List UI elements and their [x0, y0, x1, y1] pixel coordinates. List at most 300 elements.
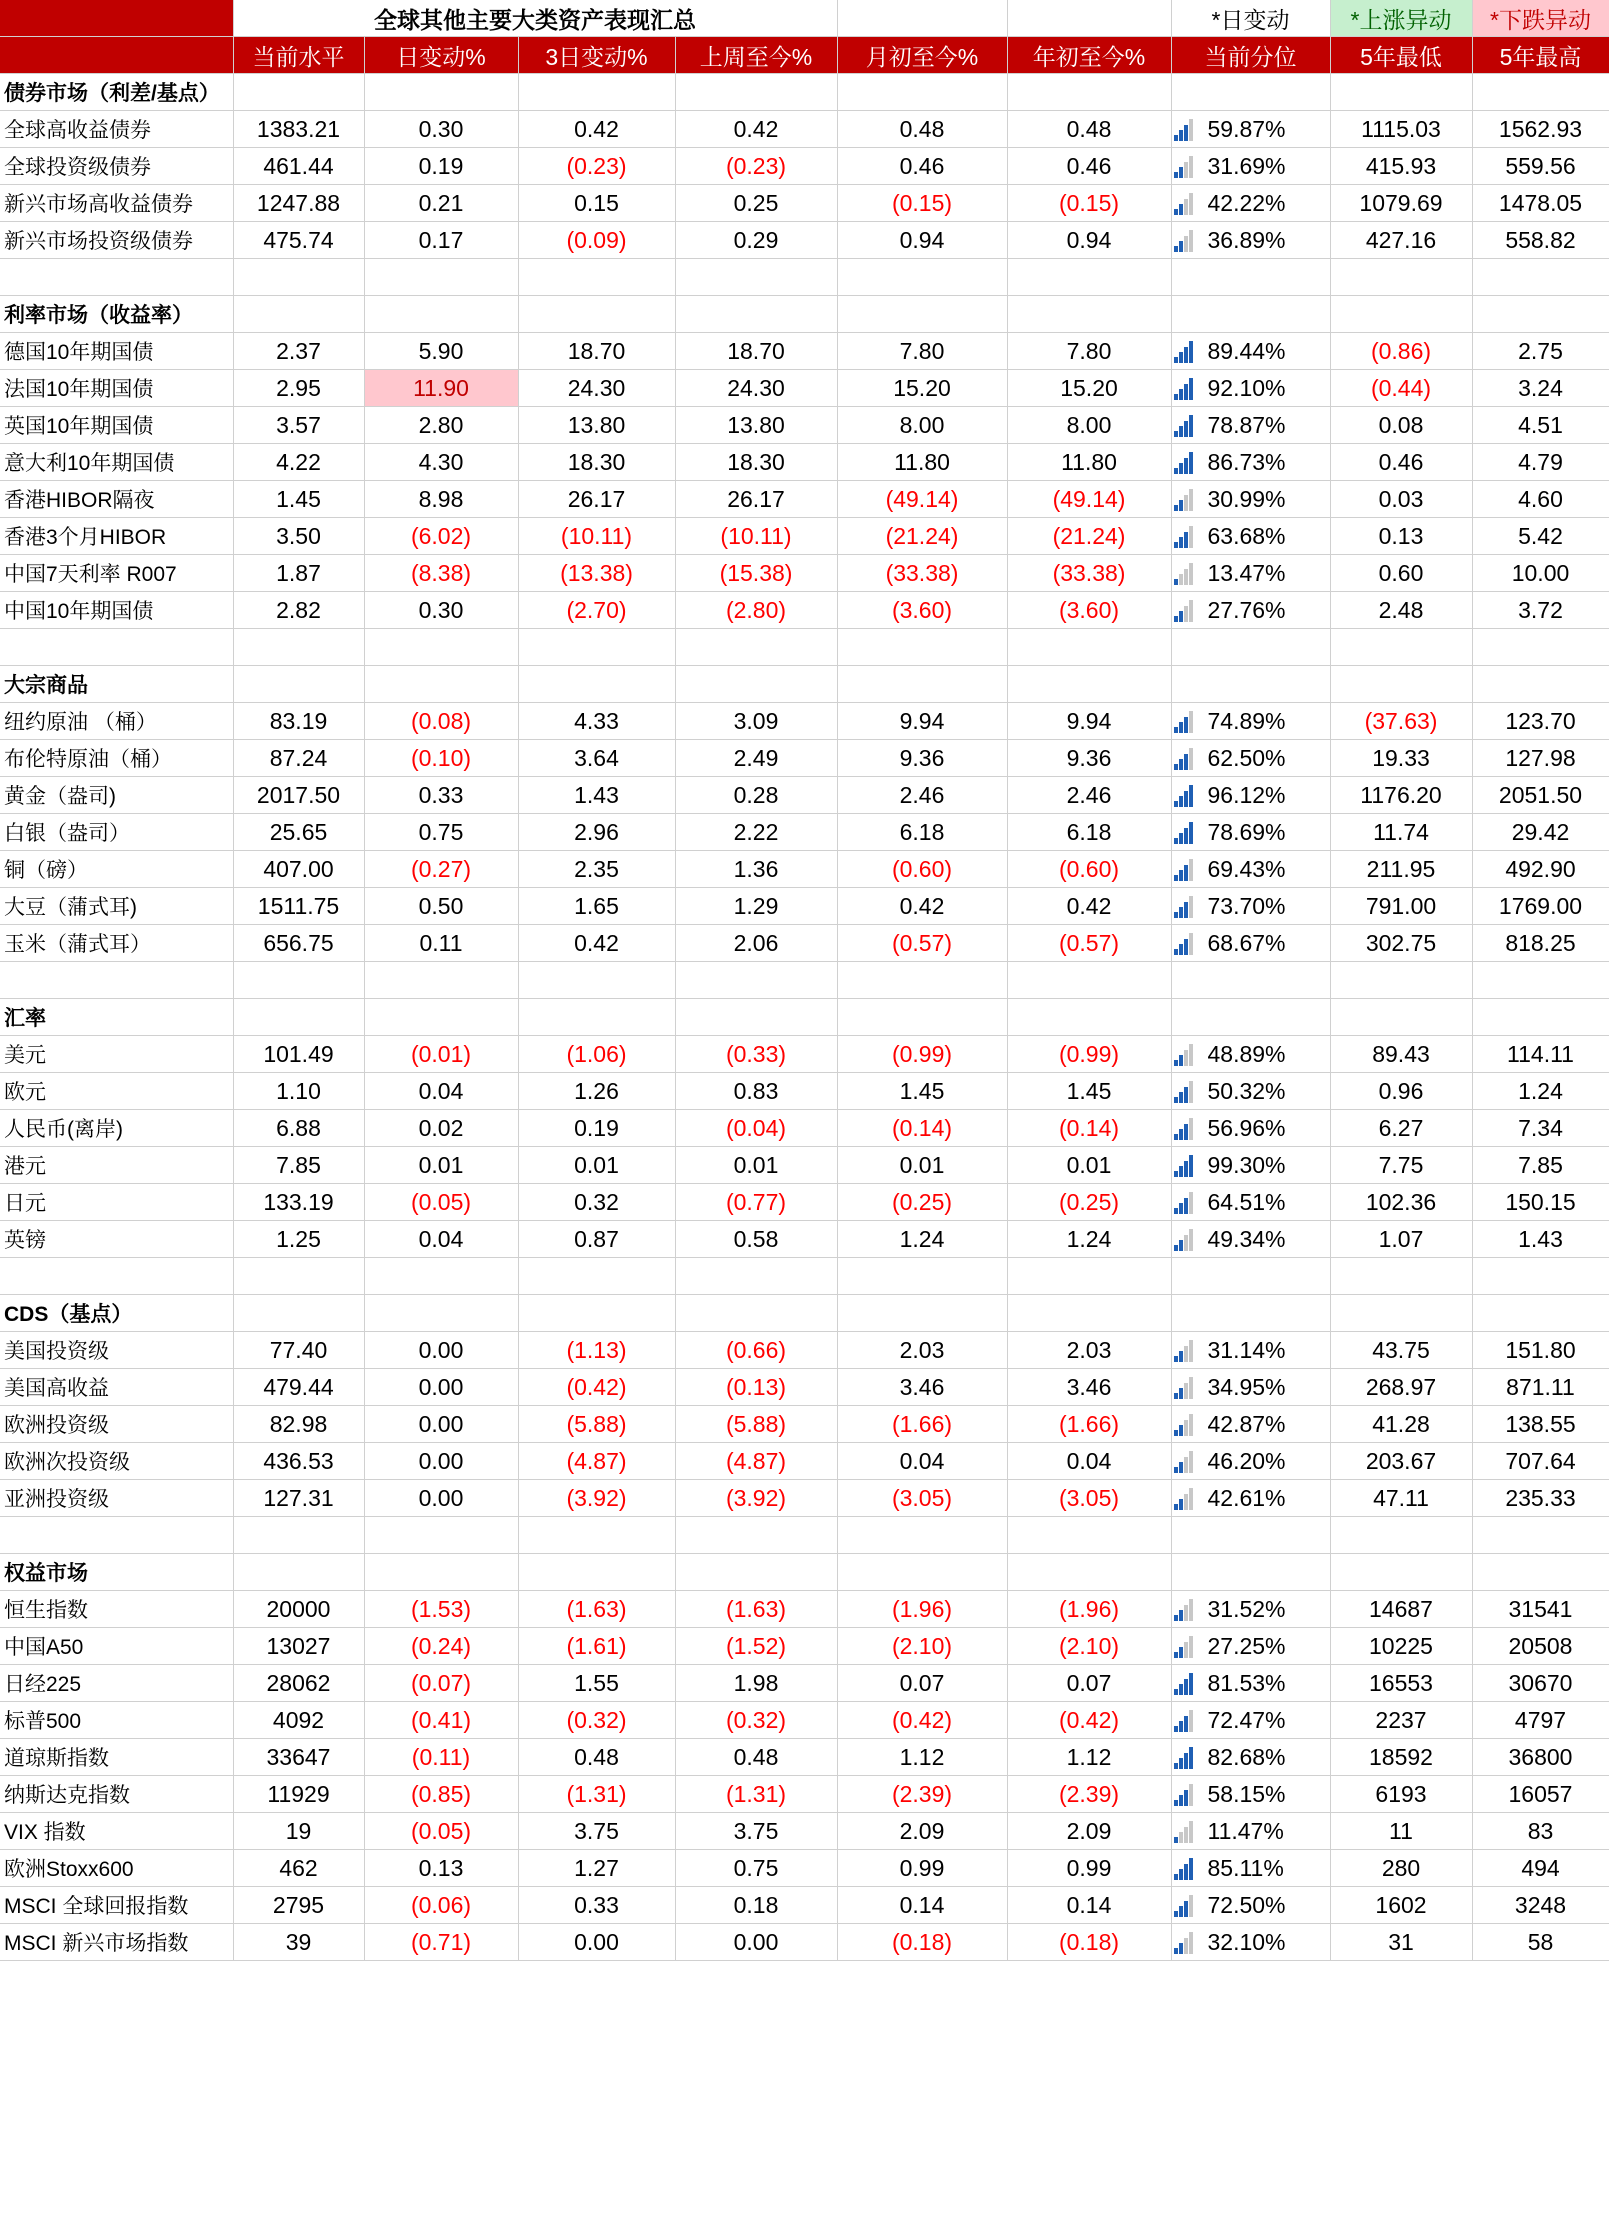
value-cell: 1.27: [518, 1850, 675, 1887]
value-cell: (0.07): [364, 1665, 518, 1702]
row-label: 人民币(离岸): [0, 1110, 233, 1147]
empty-cell: [1330, 1295, 1472, 1332]
empty-cell: [0, 629, 233, 666]
empty-cell: [675, 296, 837, 333]
empty-cell: [364, 629, 518, 666]
title-row: [0, 0, 1609, 37]
signal-bars-icon: [1174, 1192, 1196, 1214]
table-row: [0, 1036, 1609, 1073]
value-cell: 8.98: [364, 481, 518, 518]
value-cell: 11.74: [1330, 814, 1472, 851]
empty-cell: [518, 74, 675, 111]
value-cell: (0.10): [364, 740, 518, 777]
percentile-cell: [1171, 740, 1330, 777]
table-row: [0, 1887, 1609, 1924]
value-cell: 0.32: [518, 1184, 675, 1221]
signal-bars-icon: [1174, 1229, 1196, 1251]
empty-cell: [1007, 74, 1171, 111]
section-header-row: [0, 296, 1609, 333]
value-cell: 0.01: [518, 1147, 675, 1184]
percentile-value: 64.51%: [1207, 1188, 1286, 1215]
empty-cell: [1472, 1295, 1609, 1332]
value-cell: 3.64: [518, 740, 675, 777]
value-cell: 33647: [233, 1739, 364, 1776]
empty-cell: [1007, 1517, 1171, 1554]
empty-cell: [1171, 1517, 1330, 1554]
empty-cell: [675, 1554, 837, 1591]
value-cell: 2795: [233, 1887, 364, 1924]
signal-bars-icon: [1174, 1414, 1196, 1436]
value-cell: 19.33: [1330, 740, 1472, 777]
value-cell: 1383.21: [233, 111, 364, 148]
value-cell: 0.21: [364, 185, 518, 222]
value-cell: 3.50: [233, 518, 364, 555]
empty-cell: [1007, 259, 1171, 296]
value-cell: 36800: [1472, 1739, 1609, 1776]
empty-cell: [837, 1258, 1007, 1295]
table-row: [0, 1591, 1609, 1628]
value-cell: (0.14): [1007, 1110, 1171, 1147]
value-cell: (0.05): [364, 1813, 518, 1850]
row-label: VIX 指数: [0, 1813, 233, 1850]
table-row: [0, 1628, 1609, 1665]
value-cell: 1.65: [518, 888, 675, 925]
column-header: 当前水平: [233, 37, 364, 74]
table-row: [0, 481, 1609, 518]
value-cell: 26.17: [675, 481, 837, 518]
value-cell: (1.63): [675, 1591, 837, 1628]
value-cell: (2.10): [837, 1628, 1007, 1665]
value-cell: 0.87: [518, 1221, 675, 1258]
table-row: [0, 1480, 1609, 1517]
empty-cell: [1171, 1554, 1330, 1591]
value-cell: 7.80: [1007, 333, 1171, 370]
signal-bars-icon: [1174, 415, 1196, 437]
value-cell: (0.42): [1007, 1702, 1171, 1739]
value-cell: 1.55: [518, 1665, 675, 1702]
table-row: [0, 925, 1609, 962]
value-cell: 16057: [1472, 1776, 1609, 1813]
value-cell: 436.53: [233, 1443, 364, 1480]
signal-bars-icon: [1174, 1747, 1196, 1769]
value-cell: 2.75: [1472, 333, 1609, 370]
value-cell: (2.70): [518, 592, 675, 629]
value-cell: 1.24: [1472, 1073, 1609, 1110]
value-cell: 1.43: [1472, 1221, 1609, 1258]
value-cell: (0.24): [364, 1628, 518, 1665]
value-cell: 479.44: [233, 1369, 364, 1406]
value-cell: 0.25: [675, 185, 837, 222]
percentile-cell: [1171, 1850, 1330, 1887]
empty-cell: [1171, 74, 1330, 111]
percentile-cell: [1171, 1073, 1330, 1110]
value-cell: (0.18): [837, 1924, 1007, 1961]
value-cell: 31541: [1472, 1591, 1609, 1628]
value-cell: 127.31: [233, 1480, 364, 1517]
value-cell: (0.57): [1007, 925, 1171, 962]
row-label: 大豆（蒲式耳): [0, 888, 233, 925]
empty-cell: [0, 259, 233, 296]
empty-cell: [1472, 1258, 1609, 1295]
table-row: [0, 518, 1609, 555]
empty-cell: [1007, 629, 1171, 666]
signal-bars-icon: [1174, 600, 1196, 622]
value-cell: 1769.00: [1472, 888, 1609, 925]
percentile-value: 96.12%: [1207, 781, 1286, 808]
value-cell: 0.11: [364, 925, 518, 962]
empty-cell: [675, 1295, 837, 1332]
table-row: [0, 555, 1609, 592]
empty-cell: [1330, 296, 1472, 333]
percentile-value: 27.25%: [1207, 1632, 1286, 1659]
empty-cell: [1007, 999, 1171, 1036]
section-title: CDS（基点）: [0, 1295, 233, 1332]
empty-cell: [1330, 999, 1472, 1036]
value-cell: 1247.88: [233, 185, 364, 222]
table-row: [0, 148, 1609, 185]
percentile-value: 31.52%: [1207, 1595, 1286, 1622]
value-cell: 15.20: [837, 370, 1007, 407]
value-cell: 0.04: [364, 1073, 518, 1110]
percentile-value: 86.73%: [1207, 448, 1286, 475]
value-cell: 0.07: [1007, 1665, 1171, 1702]
value-cell: 3.57: [233, 407, 364, 444]
value-cell: 818.25: [1472, 925, 1609, 962]
percentile-cell: [1171, 1702, 1330, 1739]
value-cell: 4092: [233, 1702, 364, 1739]
value-cell: 2.48: [1330, 592, 1472, 629]
value-cell: (15.38): [675, 555, 837, 592]
empty-cell: [364, 74, 518, 111]
percentile-cell: [1171, 1739, 1330, 1776]
value-cell: 0.46: [1330, 444, 1472, 481]
value-cell: 0.00: [364, 1443, 518, 1480]
percentile-value: 63.68%: [1207, 522, 1286, 549]
value-cell: 2.35: [518, 851, 675, 888]
value-cell: 0.99: [837, 1850, 1007, 1887]
row-label: 欧洲投资级: [0, 1406, 233, 1443]
empty-cell: [837, 1517, 1007, 1554]
value-cell: (1.96): [837, 1591, 1007, 1628]
row-label: 香港3个月HIBOR: [0, 518, 233, 555]
value-cell: (1.53): [364, 1591, 518, 1628]
value-cell: (0.14): [837, 1110, 1007, 1147]
empty-cell: [518, 259, 675, 296]
value-cell: (6.02): [364, 518, 518, 555]
signal-bars-icon: [1174, 1784, 1196, 1806]
value-cell: 494: [1472, 1850, 1609, 1887]
value-cell: 0.17: [364, 222, 518, 259]
empty-cell: [1472, 666, 1609, 703]
value-cell: 4.22: [233, 444, 364, 481]
row-label: 英国10年期国债: [0, 407, 233, 444]
value-cell: 0.42: [518, 925, 675, 962]
column-header: 当前分位: [1171, 37, 1330, 74]
row-label: 新兴市场投资级债券: [0, 222, 233, 259]
table-row: [0, 185, 1609, 222]
percentile-cell: [1171, 1924, 1330, 1961]
value-cell: 0.00: [364, 1406, 518, 1443]
value-cell: 2237: [1330, 1702, 1472, 1739]
empty-cell: [1330, 629, 1472, 666]
value-cell: 1.43: [518, 777, 675, 814]
signal-bars-icon: [1174, 489, 1196, 511]
value-cell: (37.63): [1330, 703, 1472, 740]
value-cell: 2017.50: [233, 777, 364, 814]
value-cell: (33.38): [837, 555, 1007, 592]
value-cell: 0.01: [837, 1147, 1007, 1184]
empty-cell: [233, 629, 364, 666]
table-row: [0, 1665, 1609, 1702]
value-cell: 2051.50: [1472, 777, 1609, 814]
signal-bars-icon: [1174, 859, 1196, 881]
value-cell: 14687: [1330, 1591, 1472, 1628]
value-cell: 0.14: [837, 1887, 1007, 1924]
value-cell: 3.72: [1472, 592, 1609, 629]
value-cell: (1.31): [675, 1776, 837, 1813]
value-cell: 2.95: [233, 370, 364, 407]
section-header-row: [0, 666, 1609, 703]
value-cell: 461.44: [233, 148, 364, 185]
empty-cell: [1330, 1258, 1472, 1295]
row-label: 中国10年期国债: [0, 592, 233, 629]
value-cell: 11.80: [1007, 444, 1171, 481]
value-cell: 280: [1330, 1850, 1472, 1887]
value-cell: 20508: [1472, 1628, 1609, 1665]
value-cell: 11.80: [837, 444, 1007, 481]
value-cell: 6.88: [233, 1110, 364, 1147]
empty-cell: [675, 1517, 837, 1554]
percentile-cell: [1171, 1406, 1330, 1443]
table-row: [0, 1332, 1609, 1369]
value-cell: (1.13): [518, 1332, 675, 1369]
empty-cell: [364, 962, 518, 999]
value-cell: (3.92): [675, 1480, 837, 1517]
value-cell: (0.44): [1330, 370, 1472, 407]
percentile-cell: [1171, 1110, 1330, 1147]
value-cell: 0.03: [1330, 481, 1472, 518]
value-cell: 150.15: [1472, 1184, 1609, 1221]
table-row: [0, 851, 1609, 888]
table-row: [0, 1813, 1609, 1850]
section-header-row: [0, 74, 1609, 111]
percentile-value: 74.89%: [1207, 707, 1286, 734]
value-cell: 656.75: [233, 925, 364, 962]
value-cell: (5.88): [675, 1406, 837, 1443]
value-cell: 1511.75: [233, 888, 364, 925]
value-cell: 8.00: [1007, 407, 1171, 444]
percentile-value: 92.10%: [1207, 374, 1286, 401]
value-cell: 13027: [233, 1628, 364, 1665]
percentile-value: 50.32%: [1207, 1077, 1286, 1104]
value-cell: 13.80: [518, 407, 675, 444]
row-label: 中国A50: [0, 1628, 233, 1665]
legend-up: *上涨异动: [1330, 0, 1472, 37]
percentile-value: 85.11%: [1207, 1854, 1284, 1881]
empty-cell: [1330, 962, 1472, 999]
percentile-cell: [1171, 777, 1330, 814]
percentile-cell: [1171, 1887, 1330, 1924]
percentile-cell: [1171, 1665, 1330, 1702]
value-cell: (5.88): [518, 1406, 675, 1443]
percentile-cell: [1171, 1813, 1330, 1850]
value-cell: (0.11): [364, 1739, 518, 1776]
value-cell: 1115.03: [1330, 111, 1472, 148]
percentile-cell: [1171, 814, 1330, 851]
value-cell: (3.05): [1007, 1480, 1171, 1517]
row-label: 英镑: [0, 1221, 233, 1258]
empty-cell: [837, 74, 1007, 111]
value-cell: 427.16: [1330, 222, 1472, 259]
empty-cell: [364, 296, 518, 333]
value-cell: (1.96): [1007, 1591, 1171, 1628]
value-cell: 1.12: [1007, 1739, 1171, 1776]
value-cell: 6.18: [1007, 814, 1171, 851]
table-row: [0, 333, 1609, 370]
value-cell: 127.98: [1472, 740, 1609, 777]
value-cell: (1.06): [518, 1036, 675, 1073]
empty-cell: [837, 1295, 1007, 1332]
value-cell: (0.18): [1007, 1924, 1171, 1961]
percentile-value: 56.96%: [1207, 1114, 1286, 1141]
value-cell: 4.60: [1472, 481, 1609, 518]
value-cell: 268.97: [1330, 1369, 1472, 1406]
empty-cell: [837, 296, 1007, 333]
empty-cell: [518, 962, 675, 999]
empty-cell: [364, 1554, 518, 1591]
empty-cell: [837, 259, 1007, 296]
empty-cell: [364, 259, 518, 296]
value-cell: 0.19: [364, 148, 518, 185]
value-cell: 25.65: [233, 814, 364, 851]
value-cell: 2.46: [1007, 777, 1171, 814]
value-cell: (0.42): [837, 1702, 1007, 1739]
value-cell: (1.52): [675, 1628, 837, 1665]
value-cell: 1.98: [675, 1665, 837, 1702]
column-header: 月初至今%: [837, 37, 1007, 74]
table-row: [0, 111, 1609, 148]
row-label: MSCI 全球回报指数: [0, 1887, 233, 1924]
value-cell: (13.38): [518, 555, 675, 592]
value-cell: (21.24): [837, 518, 1007, 555]
table-row: [0, 592, 1609, 629]
signal-bars-icon: [1174, 1821, 1196, 1843]
value-cell: 0.46: [837, 148, 1007, 185]
row-label: 日经225: [0, 1665, 233, 1702]
value-cell: 87.24: [233, 740, 364, 777]
signal-bars-icon: [1174, 711, 1196, 733]
value-cell: 16553: [1330, 1665, 1472, 1702]
value-cell: 4.30: [364, 444, 518, 481]
value-cell: 0.48: [1007, 111, 1171, 148]
value-cell: 24.30: [675, 370, 837, 407]
title-spacer: [837, 0, 1007, 37]
value-cell: (0.42): [518, 1369, 675, 1406]
table-row: [0, 1369, 1609, 1406]
blank-row: [0, 259, 1609, 296]
row-label: 美元: [0, 1036, 233, 1073]
column-header: 5年最低: [1330, 37, 1472, 74]
row-label: 日元: [0, 1184, 233, 1221]
value-cell: 5.90: [364, 333, 518, 370]
value-cell: 0.94: [837, 222, 1007, 259]
percentile-cell: [1171, 1332, 1330, 1369]
empty-cell: [233, 1295, 364, 1332]
value-cell: 102.36: [1330, 1184, 1472, 1221]
percentile-value: 31.69%: [1207, 152, 1286, 179]
value-cell: 1602: [1330, 1887, 1472, 1924]
empty-cell: [233, 74, 364, 111]
value-cell: 0.13: [364, 1850, 518, 1887]
empty-cell: [1472, 629, 1609, 666]
percentile-value: 27.76%: [1207, 596, 1286, 623]
empty-cell: [837, 666, 1007, 703]
row-label: 玉米（蒲式耳）: [0, 925, 233, 962]
table-row: [0, 1406, 1609, 1443]
signal-bars-icon: [1174, 785, 1196, 807]
value-cell: (0.15): [1007, 185, 1171, 222]
value-cell: 0.42: [675, 111, 837, 148]
value-cell: 29.42: [1472, 814, 1609, 851]
value-cell: 11: [1330, 1813, 1472, 1850]
signal-bars-icon: [1174, 230, 1196, 252]
value-cell: 462: [233, 1850, 364, 1887]
empty-cell: [518, 999, 675, 1036]
table-row: [0, 1147, 1609, 1184]
table-row: [0, 1776, 1609, 1813]
value-cell: 13.80: [675, 407, 837, 444]
row-label: 美国投资级: [0, 1332, 233, 1369]
table-row: [0, 703, 1609, 740]
section-title: 权益市场: [0, 1554, 233, 1591]
section-title: 利率市场（收益率）: [0, 296, 233, 333]
percentile-value: 42.22%: [1207, 189, 1286, 216]
value-cell: 0.07: [837, 1665, 1007, 1702]
empty-cell: [1007, 666, 1171, 703]
value-cell: 19: [233, 1813, 364, 1850]
percentile-value: 48.89%: [1207, 1040, 1286, 1067]
table-row: [0, 444, 1609, 481]
title-corner: [0, 0, 233, 37]
value-cell: 558.82: [1472, 222, 1609, 259]
value-cell: 3.46: [1007, 1369, 1171, 1406]
value-cell: 0.19: [518, 1110, 675, 1147]
value-cell: 0.30: [364, 111, 518, 148]
value-cell: 8.00: [837, 407, 1007, 444]
value-cell: 1.45: [233, 481, 364, 518]
value-cell: 1.07: [1330, 1221, 1472, 1258]
value-cell: (10.11): [675, 518, 837, 555]
signal-bars-icon: [1174, 1044, 1196, 1066]
signal-bars-icon: [1174, 1932, 1196, 1954]
percentile-cell: [1171, 1591, 1330, 1628]
row-label: 欧元: [0, 1073, 233, 1110]
value-cell: (1.66): [1007, 1406, 1171, 1443]
table-row: [0, 740, 1609, 777]
value-cell: (0.99): [837, 1036, 1007, 1073]
value-cell: 28062: [233, 1665, 364, 1702]
value-cell: 2.82: [233, 592, 364, 629]
value-cell: 114.11: [1472, 1036, 1609, 1073]
value-cell: 18.70: [518, 333, 675, 370]
value-cell: 559.56: [1472, 148, 1609, 185]
value-cell: 0.08: [1330, 407, 1472, 444]
percentile-cell: [1171, 1628, 1330, 1665]
value-cell: (3.92): [518, 1480, 675, 1517]
percentile-cell: [1171, 185, 1330, 222]
value-cell: 0.04: [837, 1443, 1007, 1480]
value-cell: 2.09: [1007, 1813, 1171, 1850]
